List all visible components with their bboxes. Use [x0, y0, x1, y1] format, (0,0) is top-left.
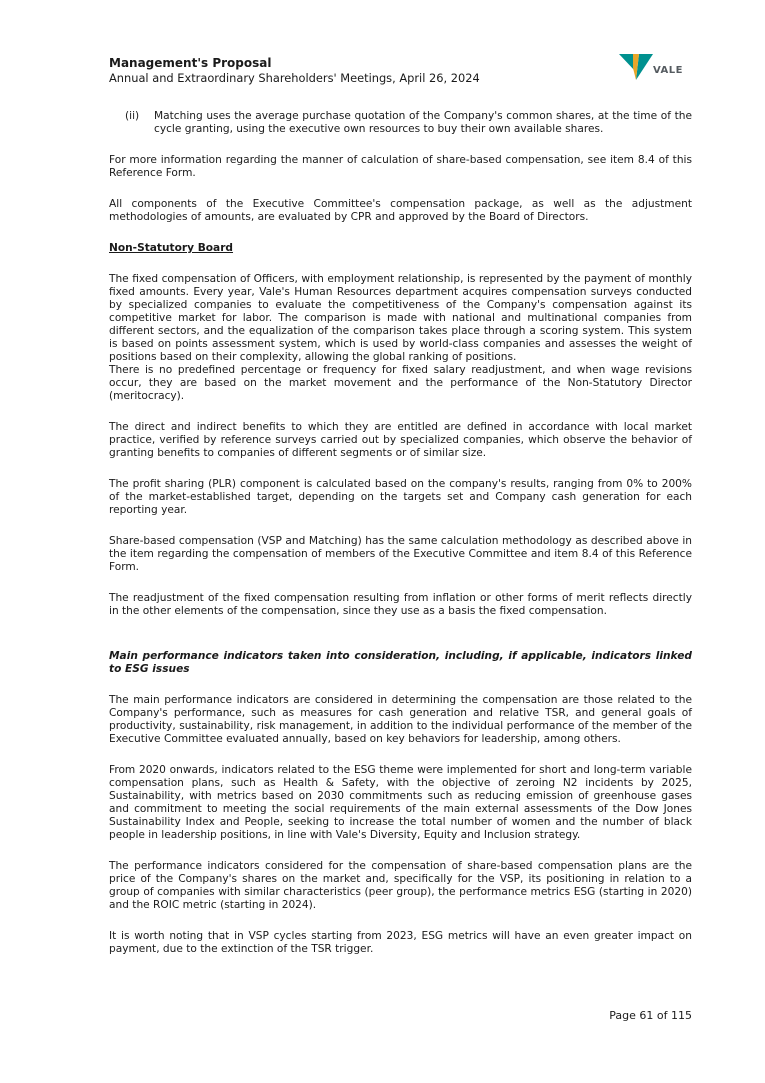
- paragraph: For more information regarding the manner of calculation of share-based compensation, see item 8.4 of this Reference Form.: [109, 154, 692, 179]
- vale-logo: [619, 52, 694, 84]
- paragraph: The main performance indicators are considered in determining the compensation are those related to the Company's performance, such as measures for cash generation and relative TSR, and general goals of productivity, sustainability, risk management, in addition to the individual performance of the member of the Executive Committee evaluated annually, based on key behaviors for leadership, among others.: [109, 694, 692, 745]
- paragraph: There is no predefined percentage or frequency for fixed salary readjustment, and when wage revisions occur, they are based on the market movement and the performance of the Non-Statutory Director (meritocracy).: [109, 364, 692, 402]
- paragraph: It is worth noting that in VSP cycles starting from 2023, ESG metrics will have an even greater impact on payment, due to the extinction of the TSR trigger.: [109, 930, 692, 955]
- paragraph: The profit sharing (PLR) component is calculated based on the company's results, ranging from 0% to 200% of the market-established target, depending on the targets set and Company cash generation for each reporting year.: [109, 478, 692, 516]
- list-item-text: Matching uses the average purchase quotation of the Company's common shares, at the time of the cycle granting, using the executive own resources to buy their own available shares.: [154, 110, 692, 135]
- header-title: Management's Proposal: [109, 56, 272, 70]
- paragraph: From 2020 onwards, indicators related to the ESG theme were implemented for short and long-term variable compensation plans, such as Health & Safety, with the objective of zeroing N2 incidents by 2025, Sustainability, with metrics based on 2030 commitments such as reducing emission of greenhouse gases and commitment to meeting the social requirements of the main external assessments of the Dow Jones Sustainability Index and People, seeking to increase the total number of women and the number of black people in leadership positions, in line with Vale's Diversity, Equity and Inclusion strategy.: [109, 764, 692, 841]
- paragraph: All components of the Executive Committee's compensation package, as well as the adjustment methodologies of amounts, are evaluated by CPR and approved by the Board of Directors.: [109, 198, 692, 223]
- paragraph: Share-based compensation (VSP and Matching) has the same calculation methodology as described above in the item regarding the compensation of members of the Executive Committee and item 8.4 of this Reference Form.: [109, 535, 692, 573]
- paragraph: The readjustment of the fixed compensation resulting from inflation or other forms of merit reflects directly in the other elements of the compensation, since they use as a basis the fixed compensation.: [109, 592, 692, 617]
- page-number: Page 61 of 115: [609, 1009, 692, 1022]
- vale-logo-mark-icon: [619, 52, 653, 82]
- paragraph: The direct and indirect benefits to which they are entitled are defined in accordance with local market practice, verified by reference surveys carried out by specialized companies, which observe the behavior of granting benefits to companies of different segments or of similar size.: [109, 421, 692, 459]
- header-subtitle: Annual and Extraordinary Shareholders' Meetings, April 26, 2024: [109, 71, 480, 85]
- paragraph: The fixed compensation of Officers, with employment relationship, is represented by the payment of monthly fixed amounts. Every year, Vale's Human Resources department acquires compensation surveys conducted by specialized companies to evaluate the competitiveness of the Company's compensation against its competitive market for labor. The comparison is made with national and multinational companies from different sectors, and the equalization of the comparison takes place through a scoring system. This system is based on points assessment system, which is used by world-class companies and assesses the weight of positions based on their complexity, allowing the global ranking of positions.: [109, 273, 692, 363]
- list-item-number: (ii): [125, 110, 140, 122]
- document-header: [109, 56, 589, 86]
- document-body: [109, 110, 692, 956]
- section-heading-performance-indicators: Main performance indicators taken into consideration, including, if applicable, indicators linked to ESG issues: [109, 650, 692, 675]
- list-item-ii: [109, 110, 692, 136]
- paragraph: The performance indicators considered for the compensation of share-based compensation plans are the price of the Company's shares on the market and, specifically for the VSP, its positioning in relation to a group of companies with similar characteristics (peer group), the performance metrics ESG (starting in 2020) and the ROIC metric (starting in 2024).: [109, 860, 692, 911]
- section-heading-non-statutory-board: Non-Statutory Board: [109, 242, 234, 254]
- vale-logo-text: VALE: [653, 65, 684, 76]
